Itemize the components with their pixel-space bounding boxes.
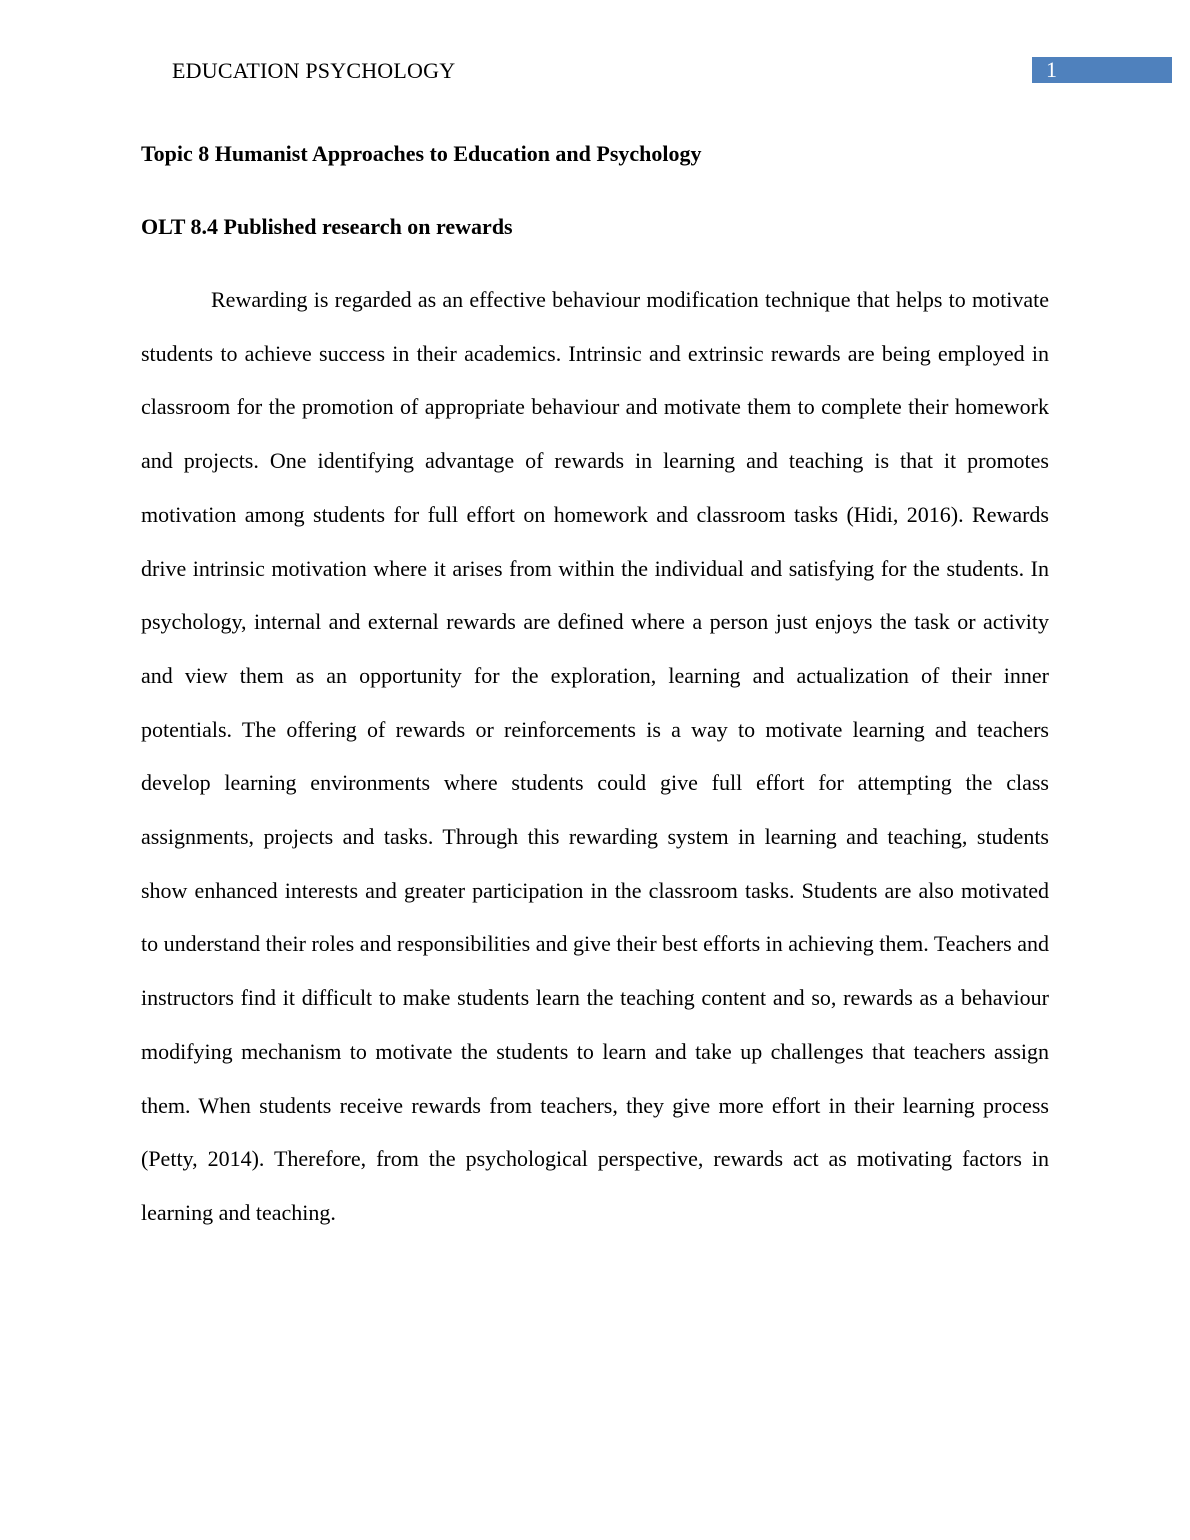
page-number: 1 [1046,57,1057,82]
section-heading: OLT 8.4 Published research on rewards [141,214,513,239]
topic-heading: Topic 8 Humanist Approaches to Education and Psychology [141,141,702,166]
page-number-box [1032,57,1172,83]
body-paragraph: Rewarding is regarded as an effective behaviour modification technique that helps to motivate students to achieve success in their academics. Intrinsic and extrinsic rewards are being employed in classroom for the promotion of appropriate behaviour and motivate them to complete their homework and projects. One identifying advantage of rewards in learning and teaching is that it promotes motivation among students for full effort on homework and classroom tasks (Hidi, 2016). Rewards drive intrinsic motivation where it arises from within the individual and satisfying for the students. In psychology, internal and external rewards are defined where a person just enjoys the task or activity and view them as an opportunity for the exploration, learning and actualization of their inner potentials. The offering of rewards or reinforcements is a way to motivate learning and teachers develop learning environments where students could give full effort for attempting the class assignments, projects and tasks. Through this rewarding system in learning and teaching, students show enhanced interests and greater participation in the classroom tasks. Students are also motivated to understand their roles and responsibilities and give their best efforts in achieving them. Teachers and instructors find it difficult to make students learn the teaching content and so, rewards as a behaviour modifying mechanism to motivate the students to learn and take up challenges that teachers assign them. When students receive rewards from teachers, they give more effort in their learning process (Petty, 2014). Therefore, from the psychological perspective, rewards act as motivating factors in learning and teaching. [141,287,1049,1225]
running-head: EDUCATION PSYCHOLOGY [172,58,456,83]
